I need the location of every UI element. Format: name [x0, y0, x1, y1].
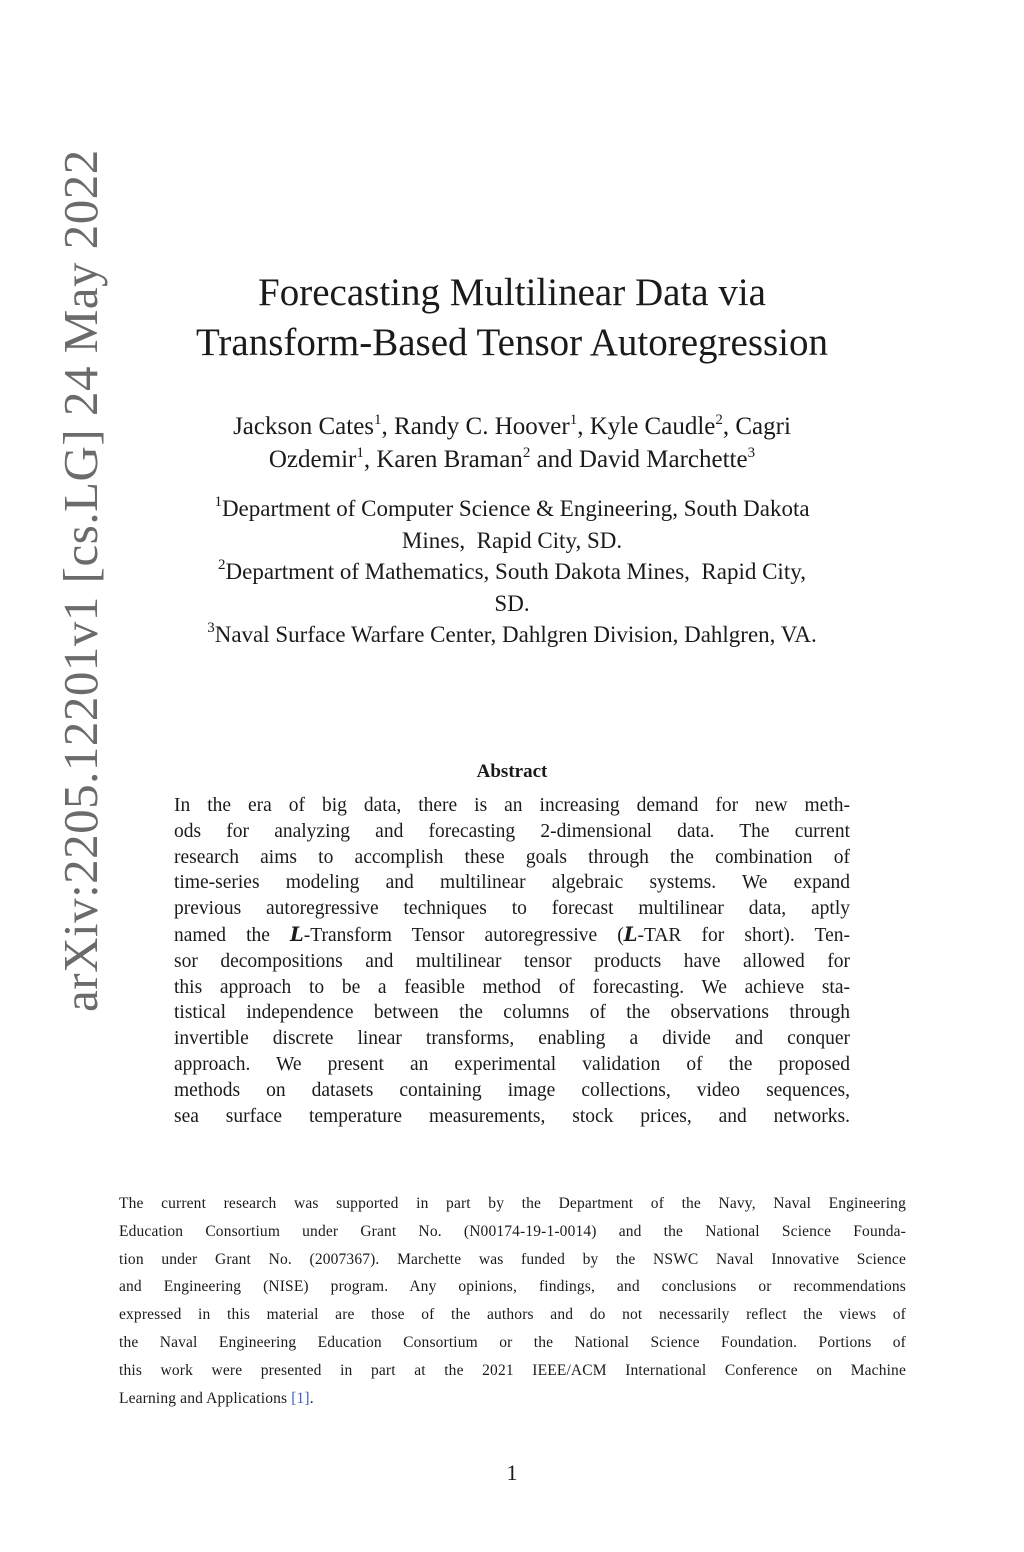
footnote-text: Learning and Applications: [119, 1389, 292, 1407]
affiliation-number: 1: [214, 494, 222, 510]
abstract-line: research aims to accomplish these goals through the combination of: [174, 846, 850, 868]
footnote-line: tion under Grant No. (2007367). Marchette was funded by the NSWC Naval Innovative Science: [119, 1250, 906, 1268]
paper-title: [0, 268, 1024, 368]
citation-link[interactable]: [1]: [291, 1389, 310, 1407]
author-line-1: Jackson Cates$^1$, Randy C. Hoover$^1$, Kyle Caudle$^2$, Cagri: [233, 412, 791, 440]
affiliation-1: [120, 493, 904, 556]
footnote-line: this work were presented in part at the 2021 IEEE/ACM International Conference on Machine: [119, 1361, 906, 1379]
author-affil-marker: 1: [569, 412, 578, 428]
author-name: David Marchette: [578, 446, 748, 473]
affiliation-text: Department of Mathematics, South Dakota Mines, Rapid City,: [225, 559, 806, 584]
author-name-part: Ozdemir: [268, 446, 357, 473]
author-affil-marker: 2: [715, 412, 723, 428]
abstract-body: [174, 793, 850, 1129]
author-affil-marker: 3: [747, 445, 756, 461]
author-name: Karen Braman: [376, 446, 523, 473]
abstract-line: In the era of big data, there is an increasing demand for new meth-: [174, 795, 850, 816]
affiliation-text: Naval Surface Warfare Center, Dahlgren Division, Dahlgren, VA.: [214, 622, 817, 647]
affiliation-text: Department of Computer Science & Engineering, South Dakota: [221, 496, 810, 521]
abstract-text: named the: [174, 924, 291, 946]
script-l-symbol: L: [290, 922, 304, 946]
author-name: Randy C. Hoover: [394, 413, 570, 440]
title-line-1: Forecasting Multilinear Data via: [258, 271, 766, 314]
abstract-line: invertible discrete linear transforms, enabling a divide and conquer: [174, 1028, 850, 1050]
abstract-line: sor decompositions and multilinear tensor products have allowed for: [174, 950, 850, 972]
affiliation-2: [120, 556, 904, 619]
footnote-text: .: [309, 1389, 314, 1407]
author-affil-marker: 1: [374, 412, 382, 428]
page-number: 1: [506, 1460, 518, 1485]
abstract-line: previous autoregressive techniques to forecast multilinear data, aptly: [174, 898, 850, 920]
footnote-line: [119, 1385, 906, 1413]
author-line-2: Ozdemir$^1$, Karen Braman$^2$ and David Marchette$^3$: [268, 445, 756, 473]
footnote-line: and Engineering (NISE) program. Any opinions, findings, and conclusions or recommendations: [119, 1278, 906, 1296]
affiliation-list: [120, 493, 904, 651]
footnote-line: Education Consortium under Grant No. (N00174-19-1-0014) and the National Science Founda-: [119, 1222, 906, 1240]
author-list: [120, 410, 904, 476]
abstract-line: time-series modeling and multilinear algebraic systems. We expand: [174, 872, 850, 894]
abstract-text: -Transform Tensor autoregressive (: [303, 924, 624, 946]
script-l-symbol: L: [623, 922, 638, 946]
author-name: Kyle Caudle: [589, 413, 716, 440]
footnote-line: The current research was supported in part by the Department of the Navy, Naval Engineering: [119, 1195, 906, 1212]
abstract-line: methods on datasets containing image collections, video sequences,: [174, 1079, 850, 1101]
author-affil-marker: 2: [522, 445, 531, 461]
abstract-line: sea surface temperature measurements, stock prices, and networks.: [174, 1105, 850, 1127]
author-name-part: Cagri: [735, 413, 791, 440]
abstract-line: [174, 922, 850, 949]
affiliation-number: 2: [218, 557, 226, 573]
affiliation-number: 3: [207, 620, 215, 636]
affiliation-text-cont: SD.: [494, 590, 530, 616]
affiliation-text-cont: Mines, Rapid City, SD.: [401, 527, 623, 553]
arxiv-identifier-stamp: arXiv:2205.12201v1 [cs.LG] 24 May 2022: [53, 149, 108, 1012]
affiliation-3: [120, 619, 904, 651]
footnote-line: expressed in this material are those of the authors and do not necessarily reflect the views of: [119, 1306, 906, 1324]
abstract-line: this approach to be a feasible method of forecasting. We achieve sta-: [174, 976, 850, 998]
author-affil-marker: 1: [356, 445, 364, 461]
abstract-line: tistical independence between the columns of the observations through: [174, 1002, 850, 1024]
footnote-line: the Naval Engineering Education Consortium or the National Science Foundation. Portions of: [119, 1333, 906, 1351]
author-name: Jackson Cates: [233, 413, 375, 440]
title-line-2: Transform-Based Tensor Autoregression: [195, 321, 829, 364]
funding-footnote: [119, 1190, 906, 1412]
abstract-line: ods for analyzing and forecasting 2-dimensional data. The current: [174, 820, 850, 842]
abstract-line: approach. We present an experimental validation of the proposed: [174, 1053, 850, 1075]
abstract-heading: Abstract: [476, 761, 548, 782]
abstract-text: -TAR for short). Ten-: [637, 924, 850, 946]
